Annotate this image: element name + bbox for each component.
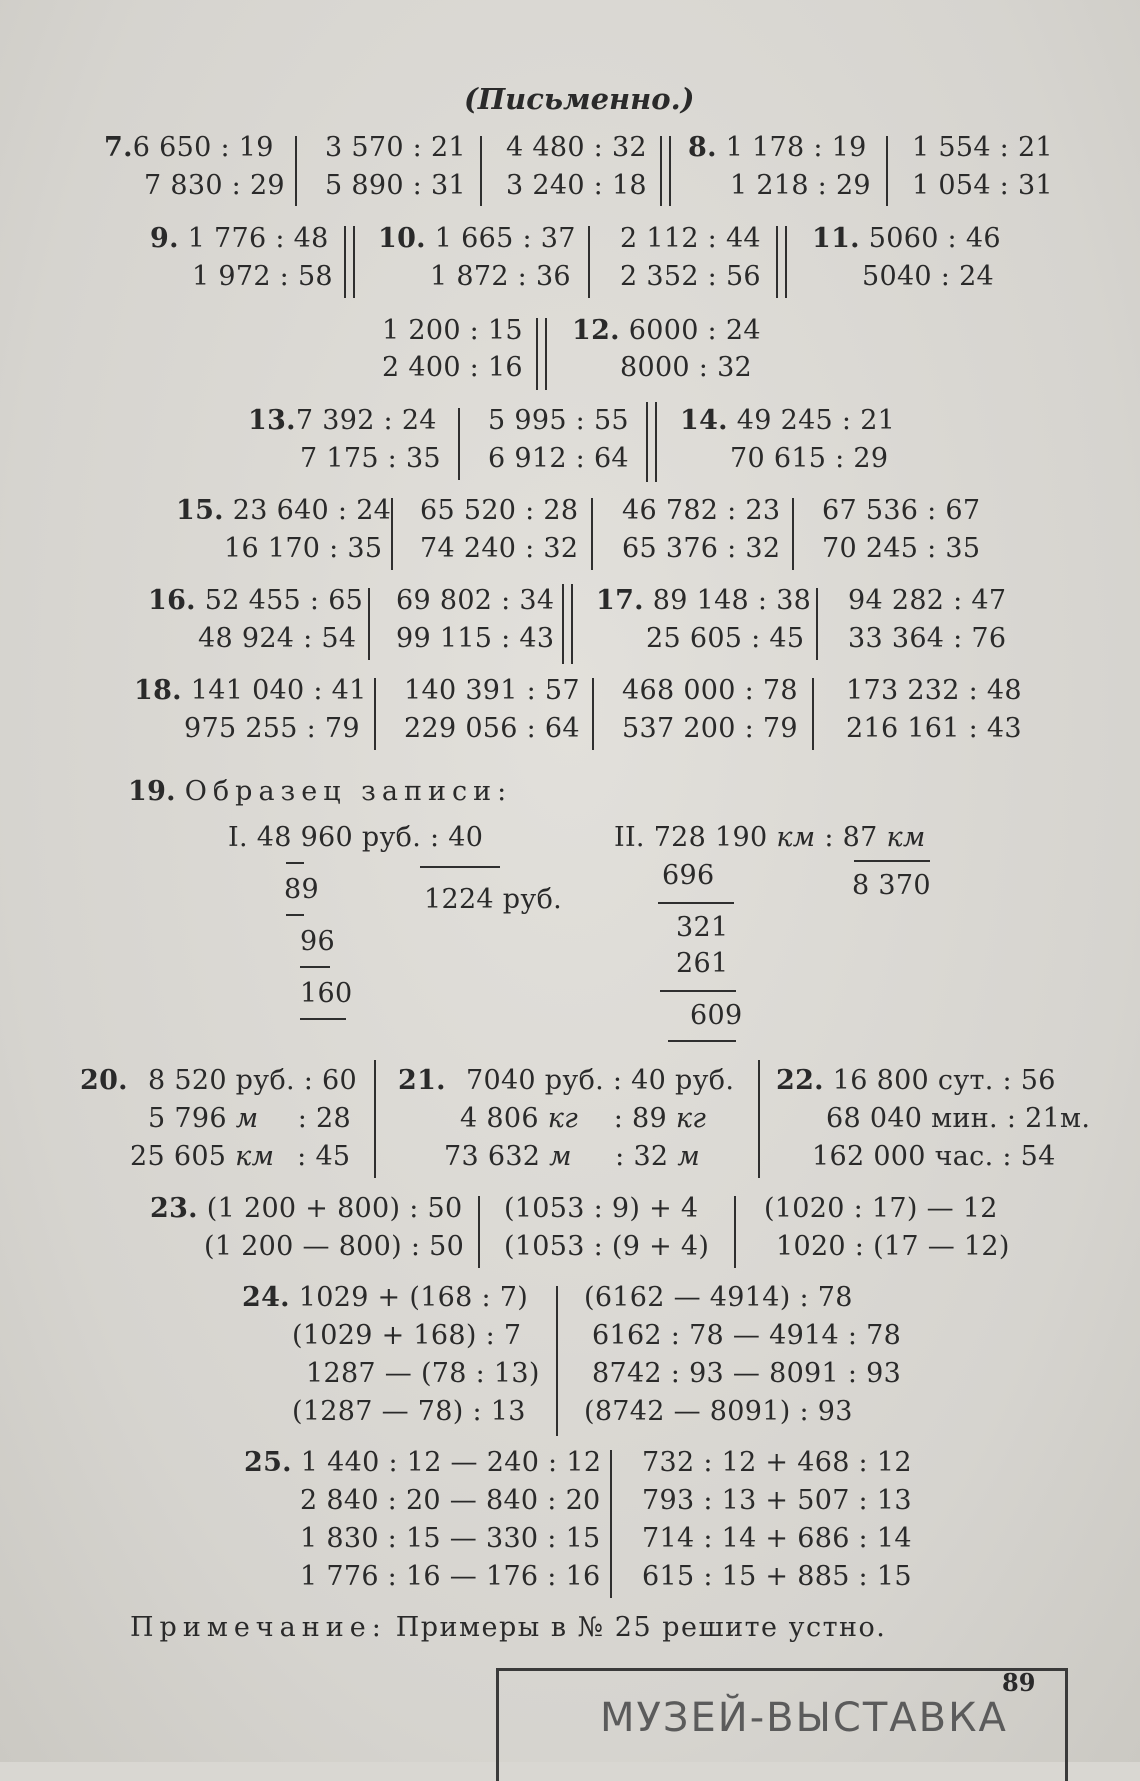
exercise-8 — [688, 132, 867, 163]
divisor: : 45 — [297, 1141, 351, 1172]
expr: 2 352 : 56 — [620, 261, 761, 292]
expr: 65 520 : 28 — [420, 495, 579, 526]
exercise-number: 10. — [378, 223, 426, 254]
expr: 229 056 : 64 — [404, 713, 580, 744]
unit: км — [886, 822, 926, 853]
division-underline — [658, 902, 734, 904]
value: 25 605 — [130, 1141, 227, 1172]
expr: 162 000 час. : 54 — [812, 1141, 1056, 1172]
division-ii-quotient: 8 370 — [852, 870, 931, 901]
division-ii-step: 609 — [690, 1000, 743, 1031]
value: 5 796 — [148, 1103, 227, 1134]
exercise-number: 15. — [176, 495, 224, 526]
expr: 8 520 руб. : 60 — [148, 1065, 358, 1096]
separator — [480, 136, 482, 206]
expr: (1287 — 78) : 13 — [292, 1396, 526, 1427]
expr: 70 615 : 29 — [730, 443, 889, 474]
expr: 7 175 : 35 — [300, 443, 441, 474]
exercise-25 — [244, 1447, 601, 1478]
expr: 3 570 : 21 — [325, 132, 466, 163]
expr: 6162 : 78 — 4914 : 78 — [592, 1320, 902, 1351]
expr: 74 240 : 32 — [420, 533, 579, 564]
note-label: Примечание: — [130, 1612, 387, 1643]
page-title: (Письменно.) — [464, 82, 695, 116]
expr: 1 776 : 48 — [187, 223, 329, 254]
expr: 1 218 : 29 — [730, 170, 871, 201]
separator — [368, 588, 370, 660]
expr: (1020 : 17) — 12 — [764, 1193, 998, 1224]
exercise-22 — [776, 1065, 1056, 1096]
exercise-18 — [134, 675, 367, 706]
separator — [792, 498, 794, 570]
exercise-number: 14. — [680, 405, 728, 436]
expr: 216 161 : 43 — [846, 713, 1022, 744]
expr — [130, 1141, 350, 1172]
separator — [556, 1286, 558, 1436]
note — [130, 1612, 886, 1643]
expr: 68 040 мин. : 21м. — [826, 1103, 1091, 1134]
exercise-number: 18. — [134, 675, 182, 706]
expr: 141 040 : 41 — [190, 675, 367, 706]
separator — [374, 1060, 376, 1178]
expr: 33 364 : 76 — [848, 623, 1007, 654]
expr: 52 455 : 65 — [204, 585, 364, 616]
museum-stamp-text: МУЗЕЙ-ВЫСТАВКА — [600, 1695, 1008, 1741]
expr: 3 240 : 18 — [506, 170, 647, 201]
separator — [391, 498, 393, 570]
unit: м — [549, 1141, 572, 1172]
expr: 65 376 : 32 — [622, 533, 781, 564]
separator — [588, 226, 590, 298]
exercise-17 — [596, 585, 811, 616]
expr: 5 890 : 31 — [325, 170, 466, 201]
separator — [610, 1450, 612, 1598]
separator — [758, 1060, 760, 1178]
division-ii-step: 321 — [676, 912, 729, 943]
division-i-step: 89 — [284, 874, 319, 905]
expr: 5040 : 24 — [862, 261, 995, 292]
expr: 46 782 : 23 — [622, 495, 781, 526]
expr: 1 178 : 19 — [725, 132, 867, 163]
expr: (1 200 — 800) : 50 — [204, 1231, 465, 1262]
unit: м — [235, 1103, 259, 1134]
expr — [460, 1103, 706, 1134]
division-ii-head — [614, 822, 926, 853]
expr: 173 232 : 48 — [846, 675, 1022, 706]
expr: 1287 — (78 : 13) — [306, 1358, 540, 1389]
expr: 67 536 : 67 — [822, 495, 981, 526]
divisor: : 89 — [613, 1103, 667, 1134]
unit: км — [235, 1141, 275, 1172]
expr: 16 800 сут. : 56 — [832, 1065, 1056, 1096]
expr: 1 776 : 16 — 176 : 16 — [300, 1561, 601, 1592]
exercise-13 — [248, 405, 437, 436]
exercise-12 — [572, 315, 761, 346]
division-ii-divisor: : 87 — [824, 822, 878, 853]
expr: 1 665 : 37 — [434, 223, 576, 254]
expr: 1 872 : 36 — [430, 261, 571, 292]
expr: 8000 : 32 — [620, 352, 753, 383]
exercise-number: 20. — [80, 1065, 128, 1096]
expr: 7 830 : 29 — [144, 170, 285, 201]
expr: 48 924 : 54 — [198, 623, 357, 654]
expr: 793 : 13 + 507 : 13 — [642, 1485, 912, 1516]
expr: 1 200 : 15 — [382, 315, 523, 346]
expr: 714 : 14 + 686 : 14 — [642, 1523, 912, 1554]
expr: 6000 : 24 — [628, 315, 761, 346]
expr: 6 650 : 19 — [132, 132, 274, 163]
division-ii-dividend: II. 728 190 — [614, 822, 768, 853]
expr: 1 972 : 58 — [192, 261, 333, 292]
exercise-number: 25. — [244, 1447, 292, 1478]
expr: 732 : 12 + 468 : 12 — [642, 1447, 912, 1478]
exercise-number: 24. — [242, 1282, 290, 1313]
value: 4 806 — [460, 1103, 539, 1134]
expr: 1 054 : 31 — [912, 170, 1053, 201]
separator — [374, 678, 376, 750]
expr: 5060 : 46 — [868, 223, 1001, 254]
expr: (1029 + 168) : 7 — [292, 1320, 522, 1351]
exercise-number: 9. — [150, 223, 179, 254]
expr: 2 840 : 20 — 840 : 20 — [300, 1485, 601, 1516]
exercise-15 — [176, 495, 391, 526]
expr: 1 554 : 21 — [912, 132, 1053, 163]
expr: 49 245 : 21 — [736, 405, 896, 436]
division-i-head: I. 48 960 руб. : 40 — [228, 822, 484, 853]
exercise-21 — [398, 1065, 446, 1096]
expr: (1053 : 9) + 4 — [504, 1193, 699, 1224]
unit: км — [776, 822, 816, 853]
expr: 5 995 : 55 — [488, 405, 629, 436]
expr: 69 802 : 34 — [396, 585, 555, 616]
expr: 1 440 : 12 — 240 : 12 — [300, 1447, 602, 1478]
double-separator — [776, 226, 787, 298]
expr: 1020 : (17 — 12) — [776, 1231, 1010, 1262]
expr: 2 112 : 44 — [620, 223, 761, 254]
exercise-20 — [80, 1065, 128, 1096]
expr — [148, 1103, 351, 1134]
expr: 1029 + (168 : 7) — [298, 1282, 529, 1313]
expr — [444, 1141, 700, 1172]
division-i-quotient: 1224 руб. — [424, 884, 563, 915]
division-underline — [286, 862, 304, 864]
division-i-step: 96 — [300, 926, 335, 957]
expr: 537 200 : 79 — [622, 713, 798, 744]
separator — [591, 498, 593, 570]
expr: 615 : 15 + 885 : 15 — [642, 1561, 912, 1592]
exercise-24 — [242, 1282, 528, 1313]
division-bar — [420, 866, 500, 868]
separator — [592, 678, 594, 750]
separator — [295, 136, 297, 206]
double-separator — [562, 584, 573, 664]
sample-label: Образец записи: — [184, 776, 513, 807]
note-text: Примеры в № 25 решите устно. — [395, 1612, 887, 1643]
separator — [478, 1196, 480, 1268]
divisor: : 28 — [297, 1103, 351, 1134]
double-separator — [646, 402, 657, 482]
expr: 89 148 : 38 — [652, 585, 812, 616]
division-bar — [854, 860, 930, 862]
separator — [886, 136, 888, 206]
division-ii-step: 696 — [662, 860, 715, 891]
exercise-11 — [812, 223, 1001, 254]
double-separator — [344, 226, 355, 298]
expr: 975 255 : 79 — [184, 713, 360, 744]
separator — [816, 588, 818, 660]
value: 73 632 — [444, 1141, 541, 1172]
unit: м — [677, 1141, 700, 1172]
exercise-16 — [148, 585, 363, 616]
exercise-number: 13. — [248, 405, 296, 436]
exercise-7 — [104, 132, 274, 163]
exercise-number: 12. — [572, 315, 620, 346]
expr: 468 000 : 78 — [622, 675, 798, 706]
exercise-number: 22. — [776, 1065, 824, 1096]
division-underline — [300, 1018, 346, 1020]
exercise-23 — [150, 1193, 462, 1224]
expr: 25 605 : 45 — [646, 623, 805, 654]
exercise-number: 11. — [812, 223, 860, 254]
expr: (6162 — 4914) : 78 — [584, 1282, 853, 1313]
division-underline — [300, 966, 330, 968]
exercise-number: 17. — [596, 585, 644, 616]
separator — [458, 408, 460, 480]
division-ii-step: 261 — [676, 948, 729, 979]
expr: 7040 руб. : 40 руб. — [466, 1065, 735, 1096]
expr: 94 282 : 47 — [848, 585, 1007, 616]
exercise-9 — [150, 223, 329, 254]
expr: 16 170 : 35 — [224, 533, 383, 564]
expr: (1 200 + 800) : 50 — [206, 1193, 463, 1224]
expr: 4 480 : 32 — [506, 132, 647, 163]
exercise-number: 23. — [150, 1193, 198, 1224]
exercise-number: 16. — [148, 585, 196, 616]
expr: 99 115 : 43 — [396, 623, 555, 654]
division-underline — [286, 914, 304, 916]
exercise-number: 7. — [104, 132, 133, 163]
exercise-19 — [128, 776, 512, 807]
division-i-step: 160 — [300, 978, 353, 1009]
expr: 8742 : 93 — 8091 : 93 — [592, 1358, 902, 1389]
expr: 6 912 : 64 — [488, 443, 629, 474]
exercise-number: 19. — [128, 776, 176, 807]
separator — [812, 678, 814, 750]
expr: 2 400 : 16 — [382, 352, 523, 383]
division-underline — [660, 990, 736, 992]
expr: (1053 : (9 + 4) — [504, 1231, 710, 1262]
expr: 23 640 : 24 — [232, 495, 392, 526]
page-number: 89 — [1002, 1668, 1036, 1697]
exercise-number: 8. — [688, 132, 717, 163]
exercise-number: 21. — [398, 1065, 446, 1096]
expr: (8742 — 8091) : 93 — [584, 1396, 853, 1427]
exercise-14 — [680, 405, 895, 436]
divisor: : 32 — [615, 1141, 669, 1172]
separator — [734, 1196, 736, 1268]
unit: кг — [675, 1103, 707, 1134]
exercise-10 — [378, 223, 576, 254]
double-separator — [536, 318, 547, 390]
double-separator — [660, 136, 671, 206]
expr: 1 830 : 15 — 330 : 15 — [300, 1523, 601, 1554]
expr: 7 392 : 24 — [295, 405, 437, 436]
expr: 70 245 : 35 — [822, 533, 981, 564]
expr: 140 391 : 57 — [404, 675, 580, 706]
unit: кг — [547, 1103, 579, 1134]
division-underline — [668, 1040, 736, 1042]
